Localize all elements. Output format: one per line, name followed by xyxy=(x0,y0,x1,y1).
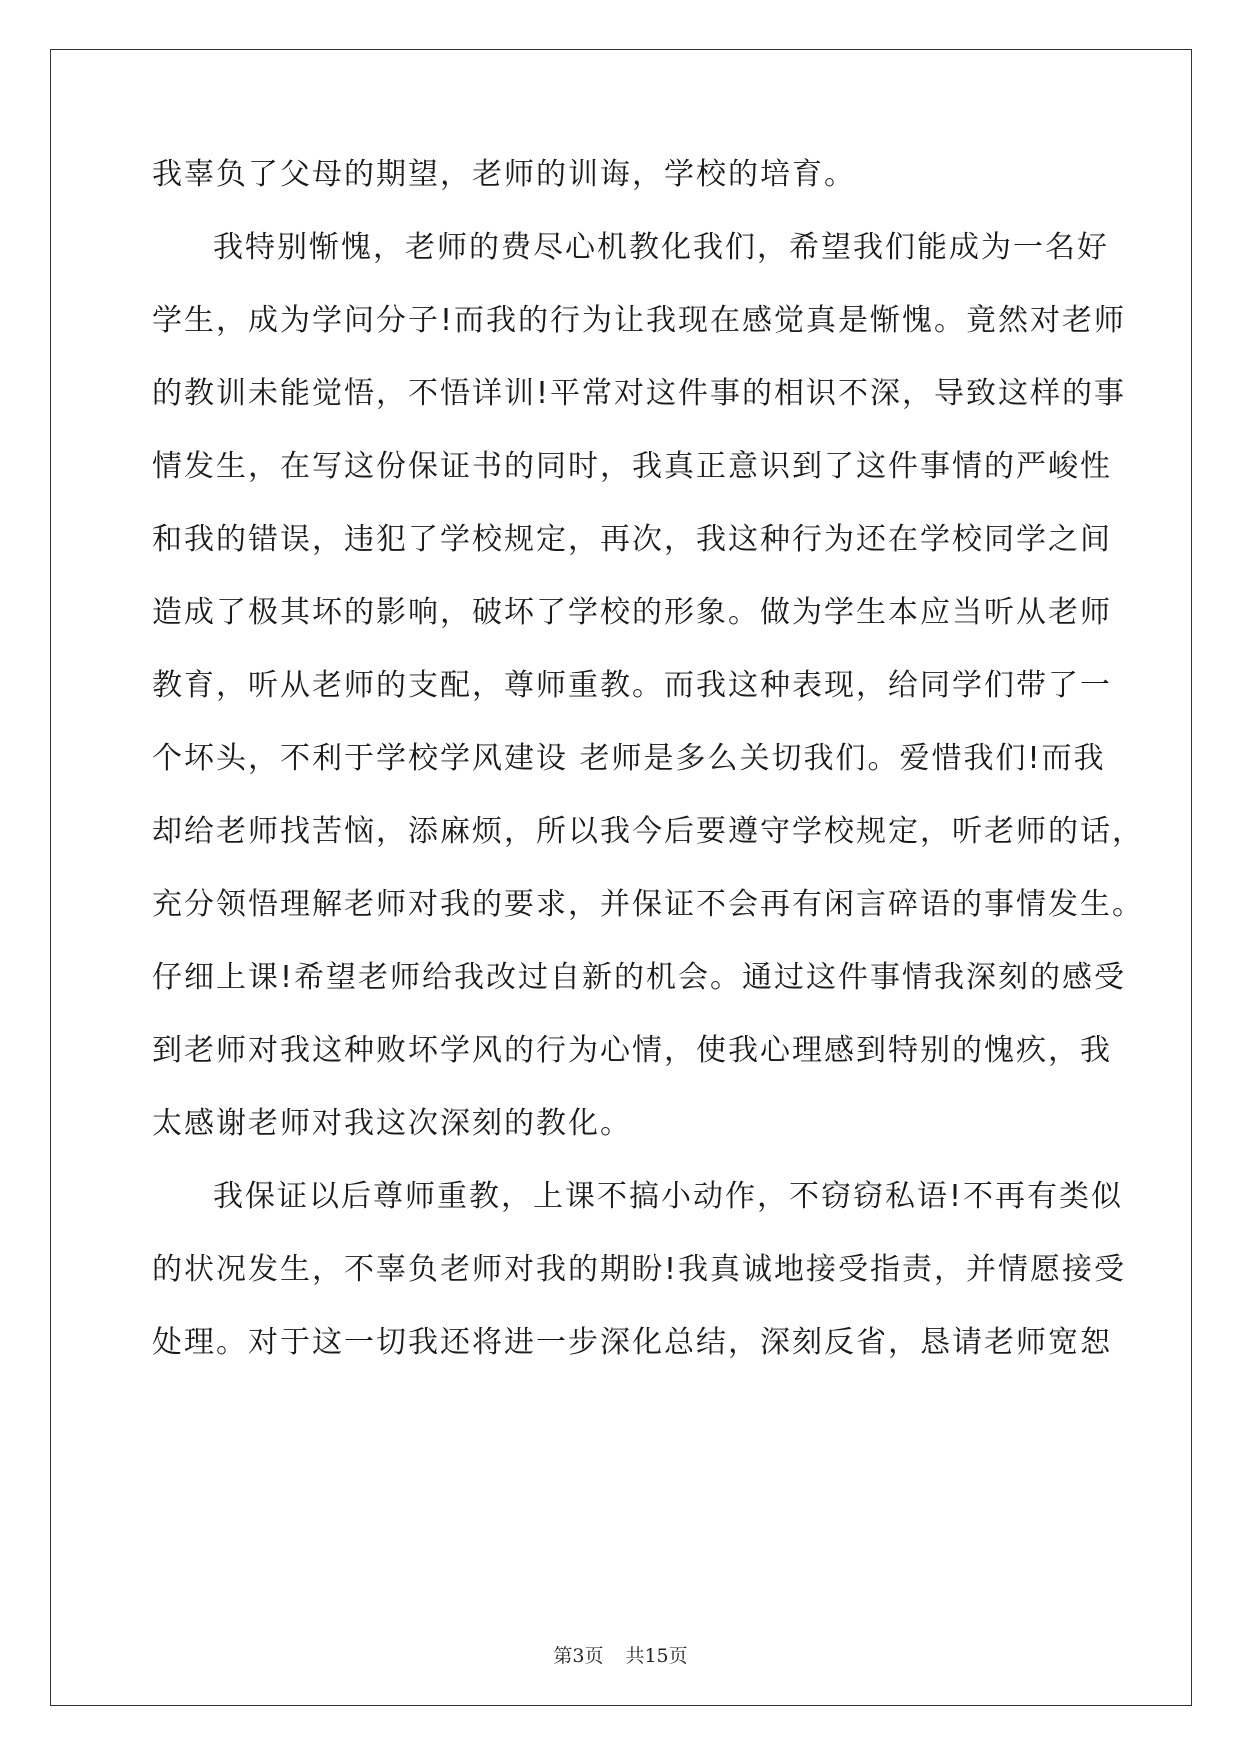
body-text-line: 学生，成为学问分子!而我的行为让我现在感觉真是惭愧。竟然对老师 xyxy=(152,303,1127,338)
body-text-line: 充分领悟理解老师对我的要求，并保证不会再有闲言碎语的事情发生。 xyxy=(152,887,1144,922)
page-border xyxy=(50,49,1192,1706)
body-text-line: 造成了极其坏的影响，破坏了学校的形象。做为学生本应当听从老师 xyxy=(152,595,1112,630)
page-number: 第3页 xyxy=(553,1645,604,1667)
paragraph-first-line: 我特别惭愧，老师的费尽心机教化我们，希望我们能成为一名好 xyxy=(213,230,1109,265)
page-footer xyxy=(0,1644,1241,1668)
body-text-line: 个坏头，不利于学校学风建设 老师是多么关切我们。爱惜我们!而我 xyxy=(152,741,1106,776)
body-text-line: 的状况发生，不辜负老师对我的期盼!我真诚地接受指责，并情愿接受 xyxy=(152,1252,1127,1287)
page-total: 共15页 xyxy=(625,1645,688,1667)
body-text-line: 到老师对我这种败坏学风的行为心情，使我心理感到特别的愧疚，我 xyxy=(152,1033,1112,1068)
body-text-line: 仔细上课!希望老师给我改过自新的机会。通过这件事情我深刻的感受 xyxy=(152,960,1127,995)
body-text-line: 和我的错误，违犯了学校规定，再次，我这种行为还在学校同学之间 xyxy=(152,522,1112,557)
body-text-line: 情发生，在写这份保证书的同时，我真正意识到了这件事情的严峻性 xyxy=(152,449,1112,484)
body-text-line: 我辜负了父母的期望，老师的训诲，学校的培育。 xyxy=(152,157,856,192)
body-text-line: 太感谢老师对我这次深刻的教化。 xyxy=(152,1106,632,1141)
body-text-line: 教育，听从老师的支配，尊师重教。而我这种表现，给同学们带了一 xyxy=(152,668,1112,703)
paragraph-first-line: 我保证以后尊师重教，上课不搞小动作，不窃窃私语!不再有类似 xyxy=(213,1179,1124,1214)
body-text-line: 却给老师找苦恼，添麻烦，所以我今后要遵守学校规定，听老师的话， xyxy=(152,814,1144,849)
body-text-line: 的教训未能觉悟，不悟详训!平常对这件事的相识不深，导致这样的事 xyxy=(152,376,1127,411)
body-text-line: 处理。对于这一切我还将进一步深化总结，深刻反省，恳请老师宽恕 xyxy=(152,1325,1112,1360)
